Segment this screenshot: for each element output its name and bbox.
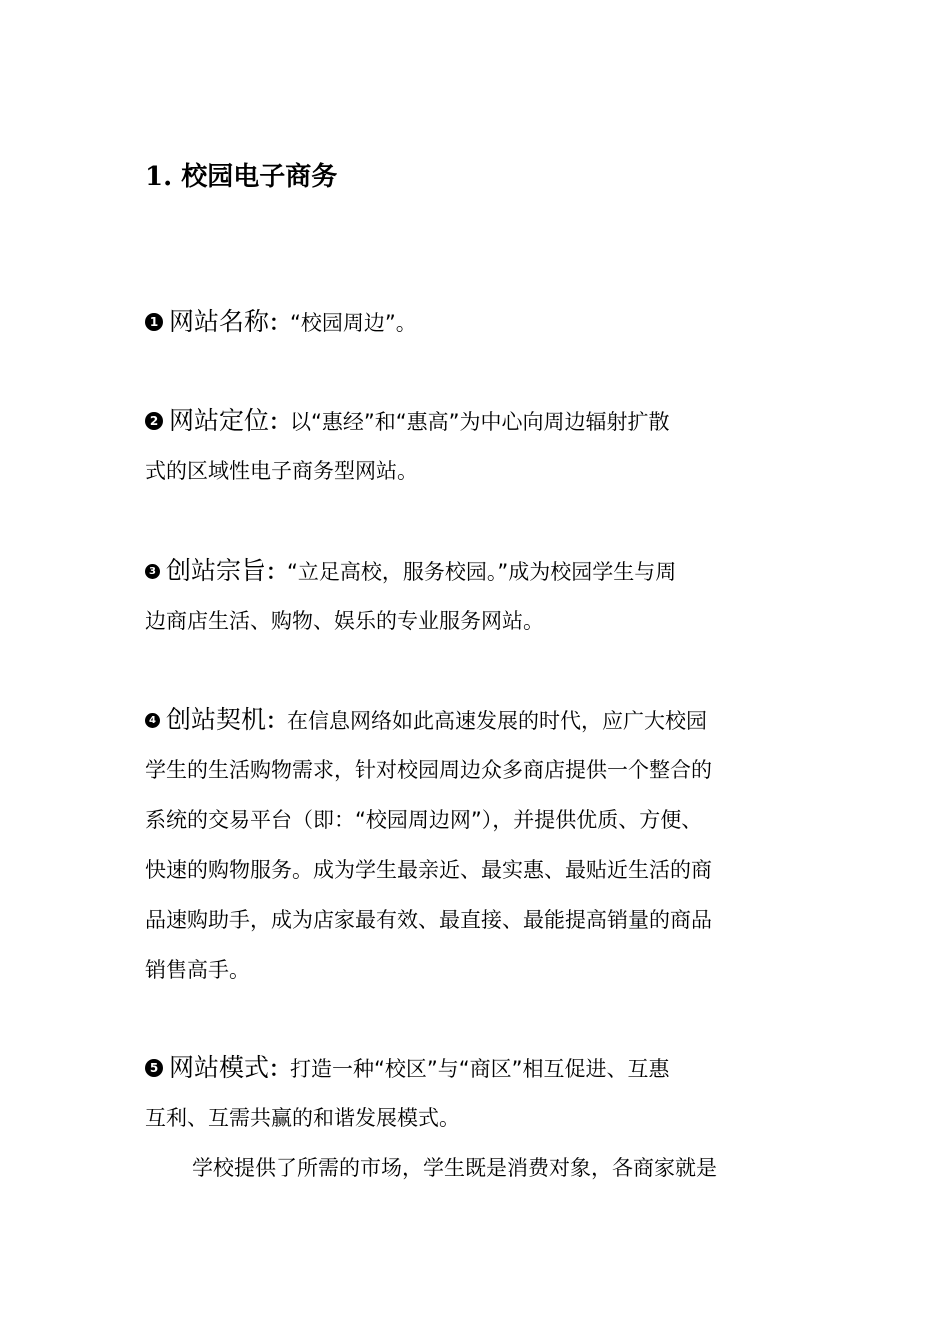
- section-opportunity: [145, 695, 835, 995]
- section-text: 打造一种“校区”与“商区”相互促进、互惠: [290, 1057, 670, 1081]
- section-text-line: 互利、互需共赢的和谐发展模式。: [145, 1106, 460, 1130]
- section-text: 在信息网络如此高速发展的时代，应广大校园: [287, 709, 708, 733]
- section-text-line: 系统的交易平台（即：“校园周边网”），并提供优质、方便、: [145, 808, 703, 832]
- section-colon: ：: [269, 1057, 291, 1081]
- section-line: [145, 695, 835, 745]
- section-text-line: 学生的生活购物需求，针对校园周边众多商店提供一个整合的: [145, 758, 712, 782]
- section-label: 创站宗旨: [166, 556, 267, 585]
- section-text-line: 销售高手。: [145, 958, 250, 982]
- body-paragraph: 学校提供了所需的市场，学生既是消费对象，各商家就是: [192, 1156, 717, 1180]
- section-positioning: [145, 396, 835, 496]
- section-label: 网站名称: [169, 307, 270, 336]
- section-line: [145, 396, 835, 446]
- document-title: 1. 校园电子商务: [145, 162, 338, 192]
- section-line: [145, 1043, 835, 1093]
- section-text: 以“惠经”和“惠高”为中心向周边辐射扩散: [290, 410, 670, 434]
- bullet-number-icon: 5: [145, 1059, 163, 1077]
- section-label: 网站模式: [169, 1053, 270, 1082]
- section-text-line: 快速的购物服务。成为学生最亲近、最实惠、最贴近生活的商: [145, 858, 712, 882]
- section-colon: ：: [269, 311, 291, 335]
- section-label: 创站契机: [166, 705, 267, 734]
- section-label: 网站定位: [169, 406, 270, 435]
- section-text-line: 边商店生活、购物、娱乐的专业服务网站。: [145, 609, 544, 633]
- section-purpose: [145, 546, 835, 646]
- bullet-number-icon: 1: [145, 313, 163, 331]
- section-colon: ：: [269, 410, 291, 434]
- section-text-line: 品速购助手，成为店家最有效、最直接、最能提高销量的商品: [145, 908, 712, 932]
- bullet-number-icon: 4: [145, 713, 160, 728]
- bullet-number-icon: 3: [145, 564, 160, 579]
- section-colon: ：: [266, 709, 288, 733]
- section-text: “校园周边”。: [290, 311, 417, 335]
- section-text: “立足高校，服务校园。”成为校园学生与周: [287, 560, 677, 584]
- section-text-line: 式的区域性电子商务型网站。: [145, 459, 418, 483]
- bullet-number-icon: 2: [145, 412, 163, 430]
- section-site-name: [145, 297, 835, 347]
- section-line: [145, 297, 835, 347]
- section-model: [145, 1043, 835, 1193]
- section-colon: ：: [266, 560, 288, 584]
- section-line: [145, 546, 835, 596]
